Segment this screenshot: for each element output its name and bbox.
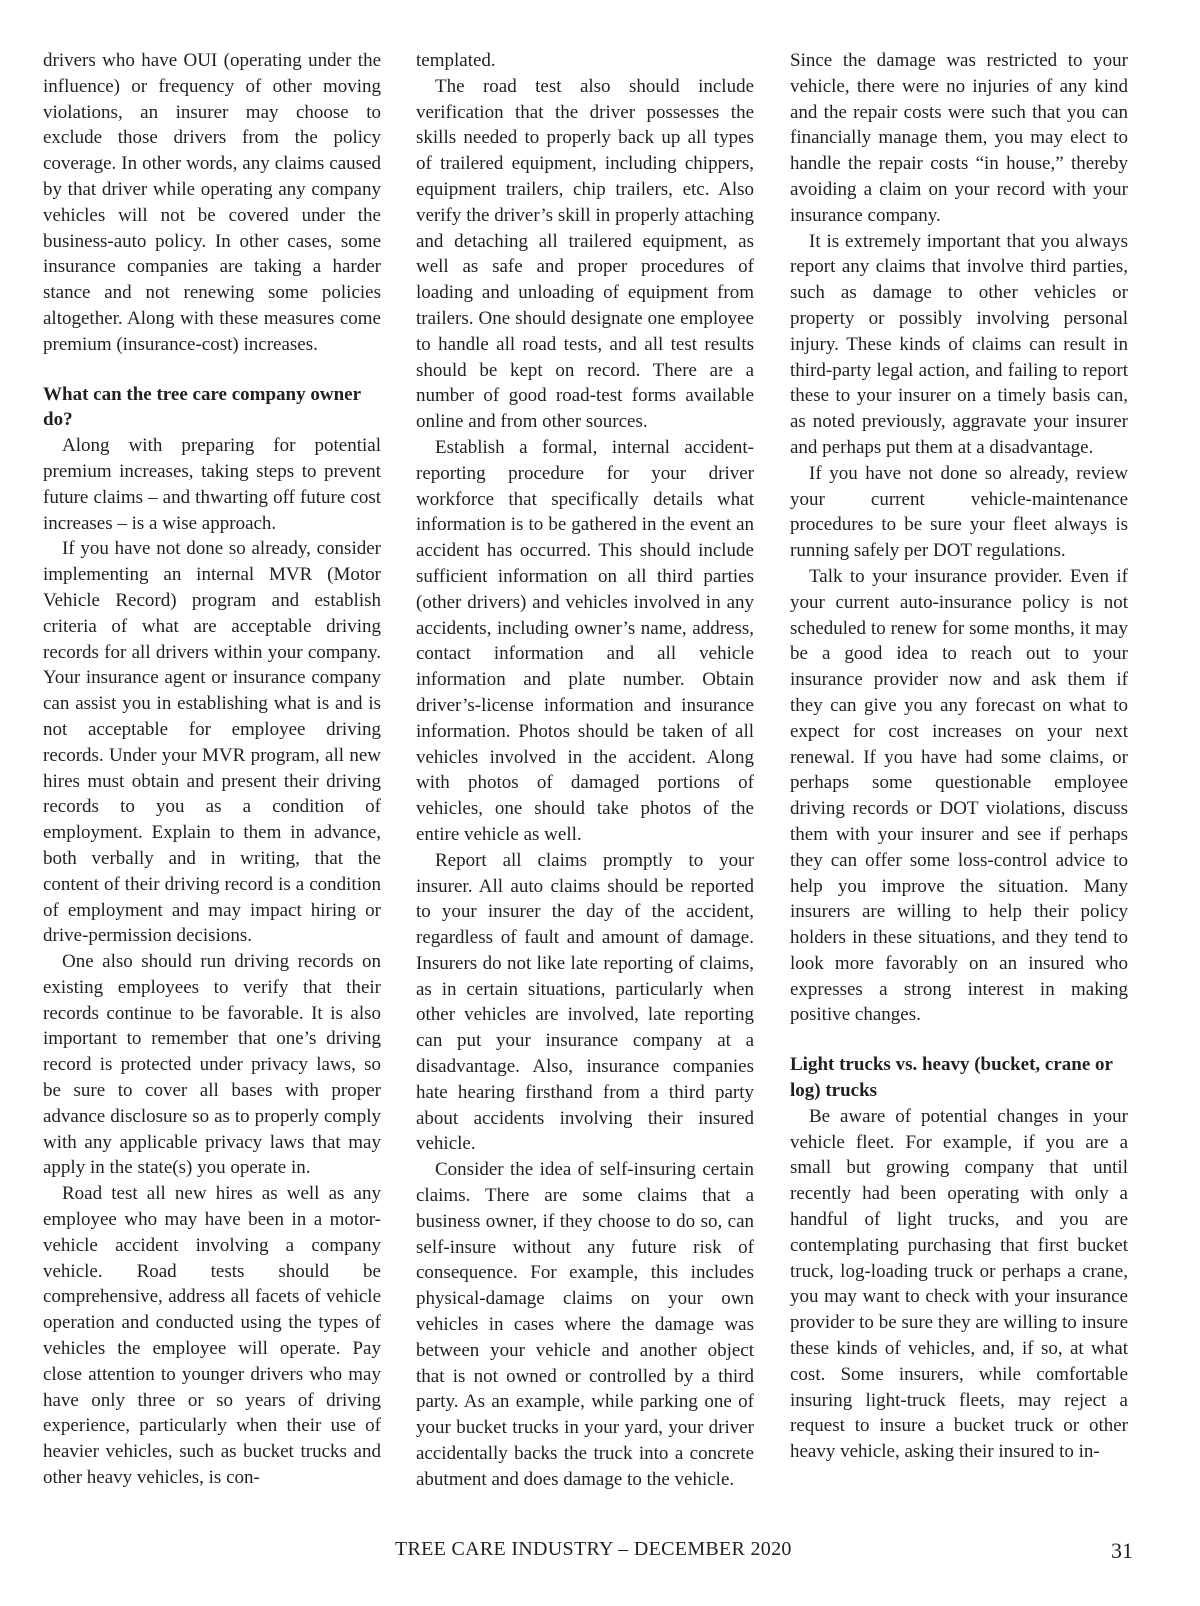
paragraph: If you have not done so already, review your current vehicle-maintenance procedures to be sure your fleet always is running safely per DOT regulations. [790,462,1128,562]
paragraph: Report all claims promptly to your insurer. All auto claims should be reported to your insurer the day of the accident, regardless of fault and amount of damage. Insurers do not like late reporting of claims, as in certain situations, particularly when other vehicles are involved, late reporting can put your insurance company at a disadvantage. Also, insurance companies hate hearing firsthand from a third party about accidents involving their insured vehicle. [416,849,754,1155]
paragraph: Be aware of potential changes in your vehicle fleet. For example, if you are a small but growing company that until recently had been operating with only a handful of light trucks, and you are contemplating purchasing that first bucket truck, log-loading truck or perhaps a crane, you may want to check with your insurance provider to be sure they are willing to insure these kinds of vehicles, and, if so, at what cost. Some insurers, while comfortable insuring light-truck fleets, may reject a request to insure a bucket truck or other heavy vehicle, asking their insured to in- [790,1105,1128,1463]
article-column-1 [43,48,381,1491]
publication-footer: TREE CARE INDUSTRY – DECEMBER 2020 [395,1538,792,1560]
paragraph: The road test also should include verification that the driver possesses the skills needed to properly back up all types of trailered equipment, including chippers, equipment trailers, chip trailers, etc. Also verify the driver’s skill in properly attaching and detaching all trailered equipment, as well as safe and proper procedures of loading and unloading of equipment from trailers. One should designate one employee to handle all road tests, and all test results should be kept on record. There are a number of good road-test forms available online and from other sources. [416,75,754,433]
paragraph: One also should run driving records on existing employees to verify that their records continue to be favorable. It is also important to remember that one’s driving record is protected under privacy laws, so be sure to cover all bases with proper advance disclosure so as to properly comply with any applicable privacy laws that may apply in the state(s) you operate in. [43,951,381,1179]
paragraph: Since the damage was restricted to your vehicle, there were no injuries of any kind and the repair costs were such that you can financially manage them, you may elect to handle the repair costs “in house,” thereby avoiding a claim on your record with your insurance company. [790,50,1128,226]
paragraph: Establish a formal, internal accident-reporting procedure for your driver workforce that specifically details what information is to be gathered in the event an accident has occurred. This should include sufficient information on all third parties (other drivers) and vehicles involved in any accidents, including owner’s name, address, contact information and all vehicle information and plate number. Obtain driver’s-license information and insurance information. Photos should be taken of all vehicles involved in the accident. Along with photos of damaged portions of vehicles, one should take photos of the entire vehicle as well. [416,436,754,845]
paragraph: templated. [416,50,496,71]
paragraph: It is extremely important that you always report any claims that involve third parties, such as damage to other vehicles or property or possibly involving personal injury. These kinds of claims can result in third-party legal action, and failing to report these to your insurer on a timely basis can, as noted previously, aggravate your insurer and perhaps put them at a disadvantage. [790,230,1128,458]
paragraph: Along with preparing for potential premium increases, taking steps to prevent future claims – and thwarting off future cost increases – is a wise approach. [43,435,381,534]
paragraph: Talk to your insurance provider. Even if your current auto-insurance policy is not scheduled to renew for some months, it may be a good idea to reach out to your insurance provider now and ask them if they can give you any forecast on what to expect for cost increases on your next renewal. If you have had some claims, or perhaps some questionable employee driving records or DOT violations, discuss them with your insurer and see if perhaps they can offer some loss-control advice to help you improve the situation. Many insurers are willing to help their policy holders in these situations, and they tend to look more favorably on an insured who expresses a strong interest in making positive changes. [790,565,1128,1026]
article-column-2 [416,48,754,1493]
paragraph: Consider the idea of self-insuring certain claims. There are some claims that a business owner, if they choose to do so, can self-insure without any future risk of consequence. For example, this includes physical-damage claims on your own vehicles in cases where the damage was between your vehicle and another object that is not owned or controlled by a third party. As an example, while parking one of your bucket trucks in your yard, your driver accidentally backs the truck into a concrete abutment and does damage to the vehicle. [416,1159,754,1490]
section-heading: What can the tree care company owner do? [43,383,361,431]
paragraph: If you have not done so already, consider implementing an internal MVR (Motor Vehicle Record) program and establish criteria of what are acceptable driving records for all drivers within your company. Your insurance agent or insurance company can assist you in establishing what is and is not acceptable for employee driving records. Under your MVR program, all new hires must obtain and present their driving records to you as a condition of employment. Explain to them in advance, both verbally and in writing, that the content of their driving record is a condition of employment and may impact hiring or drive-permission decisions. [43,538,381,947]
section-heading: Light trucks vs. heavy (bucket, crane or log) trucks [790,1054,1113,1102]
article-column-3 [790,48,1128,1465]
page-number: 31 [1111,1538,1133,1563]
paragraph: Road test all new hires as well as any employee who may have been in a motor-vehicle accident involving a company vehicle. Road tests should be comprehensive, address all facets of vehicle operation and conducted using the types of vehicles the employee will operate. Pay close attention to younger drivers who may have only three or so years of driving experience, particularly when their use of heavier vehicles, such as bucket trucks and other heavy vehicles, is con- [43,1183,381,1489]
paragraph: drivers who have OUI (operating under the influence) or frequency of other moving violations, an insurer may choose to exclude those drivers from the policy coverage. In other words, any claims caused by that driver while operating any company vehicles will not be covered under the business-auto policy. In other cases, some insurance companies are taking a harder stance and not renewing some policies altogether. Along with these measures come premium (insurance-cost) increases. [43,50,381,355]
